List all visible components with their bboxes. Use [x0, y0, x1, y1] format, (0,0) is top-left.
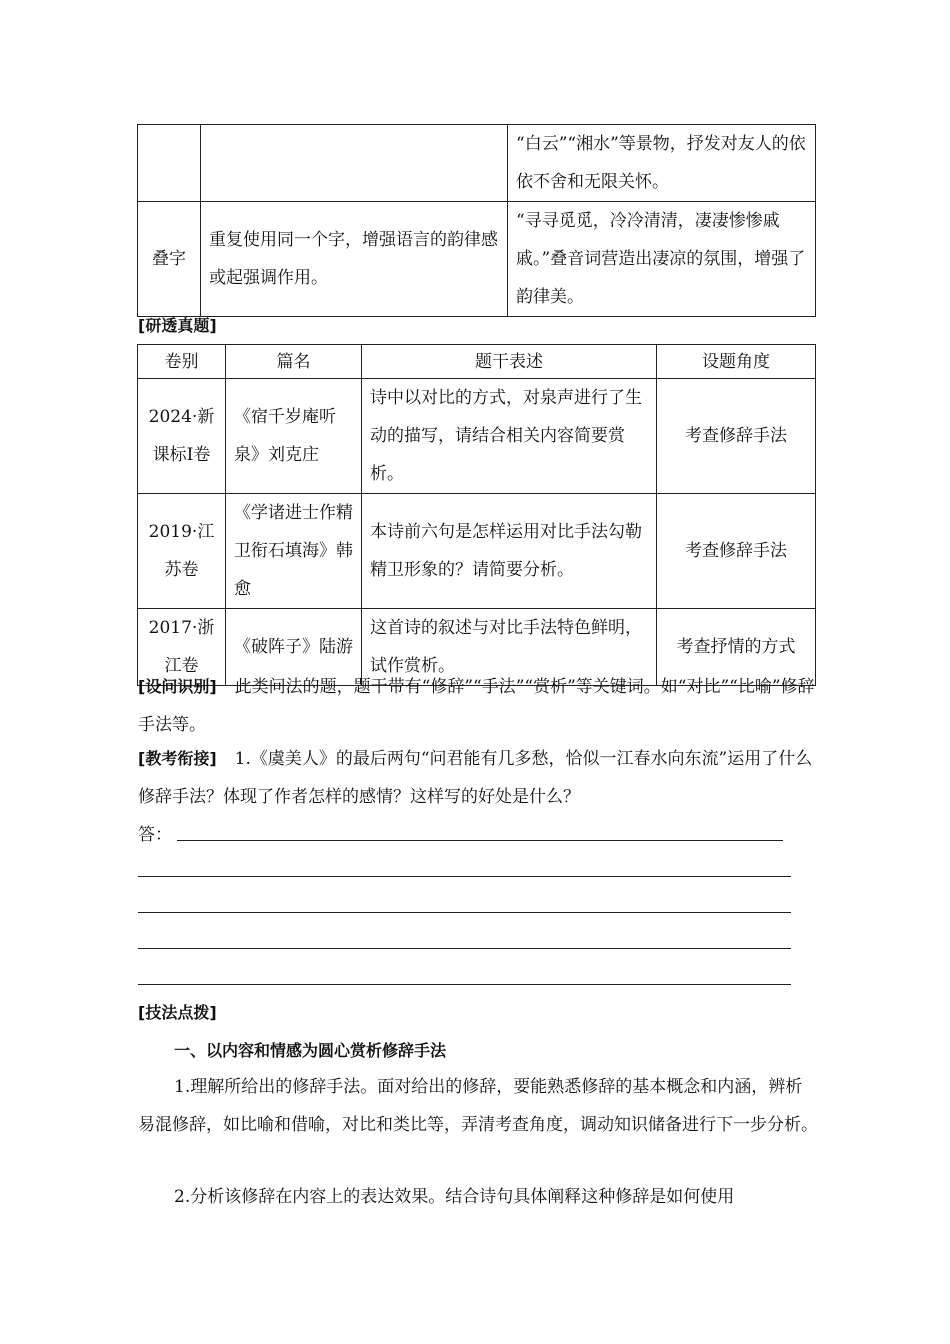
- header-cell: 题干表述: [362, 345, 657, 379]
- term-cell: [138, 125, 201, 202]
- header-cell: 篇名: [226, 345, 362, 379]
- technique-section-label: [技法点拨]: [138, 1003, 217, 1022]
- definition-cell: 重复使用同一个字，增强语言的韵律感或起强调作用。: [201, 202, 508, 317]
- answer-field-line[interactable]: [138, 876, 791, 877]
- title-cell: 《学诸进士作精卫衔石填海》韩愈: [226, 494, 362, 609]
- title-cell: 《破阵子》陆游: [226, 609, 362, 686]
- question-cell: 诗中以对比的方式，对泉声进行了生动的描写，请结合相关内容简要赏析。: [362, 379, 657, 494]
- answer-field-line[interactable]: [177, 840, 783, 841]
- teaching-link-paragraph: [教考衔接] 1.《虞美人》的最后两句“问君能有几多愁，恰似一江春水向东流”运用了什么修辞手法？体现了作者怎样的感情？这样写的好处是什么？: [138, 749, 813, 807]
- term-cell: 叠字: [138, 202, 201, 317]
- header-cell: 设题角度: [657, 345, 816, 379]
- table-row: [138, 125, 816, 202]
- question-cell: 这首诗的叙述与对比手法特色鲜明，试作赏析。: [362, 609, 657, 686]
- table-row: [138, 494, 816, 609]
- technique-paragraph-1: 1.理解所给出的修辞手法。面对给出的修辞，要能熟悉修辞的基本概念和内涵，辨析易混修辞，如比喻和借喻，对比和类比等，弄清考查角度，调动知识储备进行下一步分析。: [138, 1077, 818, 1135]
- table-header-row: [138, 345, 816, 379]
- answer-field-line[interactable]: [138, 912, 791, 913]
- question-identify-paragraph: [设问识别] 此类问法的题，题干带有“修辞”“手法”“赏析”等关键词。如“对比”“比喻”修辞手法等。: [138, 677, 815, 735]
- rhetoric-table: [137, 124, 816, 317]
- example-cell: “白云”“湘水”等景物，抒发对友人的依依不舍和无限关怀。: [508, 125, 816, 202]
- technique-paragraph-2: 2.分析该修辞在内容上的表达效果。结合诗句具体阐释这种修辞是如何使用: [174, 1187, 735, 1207]
- paper-cell: 2017·浙江卷: [138, 609, 226, 686]
- table-row: [138, 379, 816, 494]
- section-heading-real-exam: [研透真题]: [138, 316, 217, 335]
- example-cell: “寻寻觅觅，冷冷清清，凄凄惨惨戚戚。”叠音词营造出凄凉的氛围，增强了韵律美。: [508, 202, 816, 317]
- header-cell: 卷别: [138, 345, 226, 379]
- answer-label: 答：: [138, 825, 172, 845]
- answer-field-line[interactable]: [138, 984, 791, 985]
- definition-cell: [201, 125, 508, 202]
- exam-table: [137, 344, 816, 686]
- title-cell: 《宿千岁庵听泉》刘克庄: [226, 379, 362, 494]
- table-row: [138, 202, 816, 317]
- paper-cell: 2024·新课标Ⅰ卷: [138, 379, 226, 494]
- angle-cell: 考查修辞手法: [657, 494, 816, 609]
- angle-cell: 考查抒情的方式: [657, 609, 816, 686]
- angle-cell: 考查修辞手法: [657, 379, 816, 494]
- question-cell: 本诗前六句是怎样运用对比手法勾勒精卫形象的？请简要分析。: [362, 494, 657, 609]
- technique-heading: 一、以内容和情感为圆心赏析修辞手法: [174, 1041, 447, 1060]
- answer-field-line[interactable]: [138, 948, 791, 949]
- paper-cell: 2019·江苏卷: [138, 494, 226, 609]
